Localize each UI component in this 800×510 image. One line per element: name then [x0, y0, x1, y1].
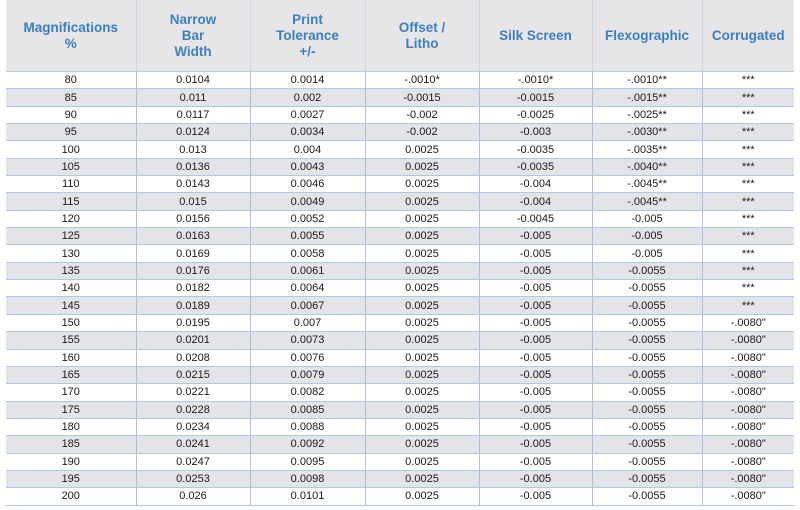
column-header-line: Offset /: [398, 19, 446, 35]
cell-corrugated: ***: [702, 158, 794, 175]
cell-magnifications: 185: [6, 436, 136, 453]
column-header-narrow-bar-width: [136, 0, 250, 72]
cell-narrow-bar-width: 0.0221: [136, 384, 250, 401]
cell-silk-screen: -0.005: [479, 349, 592, 366]
cell-silk-screen: -0.004: [479, 193, 592, 210]
cell-corrugated: -.0080": [702, 332, 794, 349]
cell-print-tolerance: 0.0027: [250, 106, 365, 123]
cell-print-tolerance: 0.0079: [250, 366, 365, 383]
cell-corrugated: -.0080": [702, 384, 794, 401]
table-row: [6, 297, 794, 314]
cell-flexographic: -0.0055: [592, 453, 702, 470]
cell-magnifications: 145: [6, 297, 136, 314]
column-header-line: Width: [174, 43, 212, 59]
table-row: [6, 280, 794, 297]
cell-print-tolerance: 0.0088: [250, 418, 365, 435]
cell-corrugated: ***: [702, 262, 794, 279]
cell-silk-screen: -0.005: [479, 470, 592, 487]
cell-narrow-bar-width: 0.0195: [136, 314, 250, 331]
cell-narrow-bar-width: 0.0136: [136, 158, 250, 175]
cell-offset-litho: -.0010*: [365, 72, 479, 89]
cell-print-tolerance: 0.0085: [250, 401, 365, 418]
cell-flexographic: -0.0055: [592, 349, 702, 366]
cell-flexographic: -0.0055: [592, 384, 702, 401]
cell-flexographic: -0.0055: [592, 401, 702, 418]
cell-magnifications: 115: [6, 193, 136, 210]
table-row: [6, 401, 794, 418]
cell-print-tolerance: 0.002: [250, 89, 365, 106]
cell-print-tolerance: 0.0073: [250, 332, 365, 349]
column-header-offset-litho: [365, 0, 479, 72]
cell-flexographic: -0.005: [592, 210, 702, 227]
cell-corrugated: -.0080": [702, 314, 794, 331]
table-row: [6, 124, 794, 141]
cell-magnifications: 140: [6, 280, 136, 297]
cell-magnifications: 120: [6, 210, 136, 227]
cell-narrow-bar-width: 0.026: [136, 488, 250, 505]
cell-narrow-bar-width: 0.0234: [136, 418, 250, 435]
cell-corrugated: ***: [702, 297, 794, 314]
cell-print-tolerance: 0.0076: [250, 349, 365, 366]
cell-offset-litho: -0.002: [365, 106, 479, 123]
cell-offset-litho: 0.0025: [365, 141, 479, 158]
cell-print-tolerance: 0.007: [250, 314, 365, 331]
cell-silk-screen: -0.005: [479, 280, 592, 297]
cell-silk-screen: -0.005: [479, 245, 592, 262]
cell-silk-screen: -0.005: [479, 436, 592, 453]
cell-silk-screen: -0.0035: [479, 158, 592, 175]
cell-corrugated: -.0080": [702, 349, 794, 366]
cell-flexographic: -.0010**: [592, 72, 702, 89]
cell-silk-screen: -0.0035: [479, 141, 592, 158]
table-row: [6, 366, 794, 383]
cell-offset-litho: 0.0025: [365, 297, 479, 314]
cell-offset-litho: 0.0025: [365, 332, 479, 349]
cell-silk-screen: -0.004: [479, 176, 592, 193]
cell-offset-litho: -0.0015: [365, 89, 479, 106]
column-header-line: Flexographic: [604, 27, 690, 43]
cell-offset-litho: 0.0025: [365, 158, 479, 175]
cell-flexographic: -.0045**: [592, 193, 702, 210]
cell-offset-litho: 0.0025: [365, 453, 479, 470]
cell-silk-screen: -0.005: [479, 228, 592, 245]
cell-silk-screen: -0.0045: [479, 210, 592, 227]
cell-print-tolerance: 0.0092: [250, 436, 365, 453]
cell-narrow-bar-width: 0.0143: [136, 176, 250, 193]
cell-narrow-bar-width: 0.015: [136, 193, 250, 210]
cell-narrow-bar-width: 0.0124: [136, 124, 250, 141]
table-row: [6, 245, 794, 262]
cell-magnifications: 85: [6, 89, 136, 106]
cell-flexographic: -0.0055: [592, 314, 702, 331]
cell-offset-litho: 0.0025: [365, 280, 479, 297]
cell-magnifications: 130: [6, 245, 136, 262]
cell-narrow-bar-width: 0.0169: [136, 245, 250, 262]
cell-offset-litho: 0.0025: [365, 488, 479, 505]
table-row: [6, 332, 794, 349]
cell-print-tolerance: 0.0067: [250, 297, 365, 314]
cell-magnifications: 100: [6, 141, 136, 158]
cell-offset-litho: 0.0025: [365, 349, 479, 366]
cell-offset-litho: 0.0025: [365, 262, 479, 279]
cell-silk-screen: -0.005: [479, 262, 592, 279]
column-header-line: Bar: [181, 27, 205, 43]
cell-magnifications: 125: [6, 228, 136, 245]
cell-narrow-bar-width: 0.0228: [136, 401, 250, 418]
cell-magnifications: 190: [6, 453, 136, 470]
cell-flexographic: -0.0055: [592, 418, 702, 435]
column-header-silk-screen: [479, 0, 592, 72]
cell-offset-litho: 0.0025: [365, 210, 479, 227]
cell-flexographic: -0.0055: [592, 332, 702, 349]
cell-narrow-bar-width: 0.0253: [136, 470, 250, 487]
cell-magnifications: 180: [6, 418, 136, 435]
column-header-line: %: [64, 35, 77, 51]
column-header-line: Magnifications: [23, 19, 118, 35]
cell-offset-litho: 0.0025: [365, 228, 479, 245]
cell-magnifications: 165: [6, 366, 136, 383]
cell-magnifications: 105: [6, 158, 136, 175]
cell-silk-screen: -0.005: [479, 401, 592, 418]
cell-print-tolerance: 0.0061: [250, 262, 365, 279]
cell-flexographic: -0.0055: [592, 280, 702, 297]
cell-offset-litho: 0.0025: [365, 245, 479, 262]
cell-corrugated: -.0080": [702, 418, 794, 435]
table-row: [6, 106, 794, 123]
cell-narrow-bar-width: 0.0163: [136, 228, 250, 245]
cell-magnifications: 200: [6, 488, 136, 505]
cell-corrugated: ***: [702, 141, 794, 158]
cell-offset-litho: -0.002: [365, 124, 479, 141]
cell-narrow-bar-width: 0.0208: [136, 349, 250, 366]
cell-print-tolerance: 0.0052: [250, 210, 365, 227]
cell-offset-litho: 0.0025: [365, 176, 479, 193]
cell-flexographic: -.0025**: [592, 106, 702, 123]
cell-narrow-bar-width: 0.0201: [136, 332, 250, 349]
cell-narrow-bar-width: 0.0189: [136, 297, 250, 314]
column-header-line: Narrow: [169, 11, 217, 27]
cell-flexographic: -.0040**: [592, 158, 702, 175]
column-header-corrugated: [702, 0, 794, 72]
column-header-line: Litho: [405, 35, 439, 51]
table-row: [6, 436, 794, 453]
cell-corrugated: -.0080": [702, 401, 794, 418]
table-row: [6, 141, 794, 158]
cell-silk-screen: -0.005: [479, 418, 592, 435]
cell-silk-screen: -0.005: [479, 488, 592, 505]
cell-magnifications: 155: [6, 332, 136, 349]
cell-magnifications: 195: [6, 470, 136, 487]
cell-silk-screen: -0.005: [479, 384, 592, 401]
cell-offset-litho: 0.0025: [365, 418, 479, 435]
cell-flexographic: -0.005: [592, 228, 702, 245]
table-row: [6, 158, 794, 175]
cell-magnifications: 95: [6, 124, 136, 141]
table-row: [6, 314, 794, 331]
column-header-flexographic: [592, 0, 702, 72]
cell-corrugated: ***: [702, 210, 794, 227]
cell-offset-litho: 0.0025: [365, 384, 479, 401]
cell-corrugated: ***: [702, 245, 794, 262]
cell-silk-screen: -0.005: [479, 297, 592, 314]
table-row: [6, 176, 794, 193]
cell-corrugated: -.0080": [702, 470, 794, 487]
cell-offset-litho: 0.0025: [365, 470, 479, 487]
cell-corrugated: ***: [702, 280, 794, 297]
cell-silk-screen: -0.0015: [479, 89, 592, 106]
cell-print-tolerance: 0.0101: [250, 488, 365, 505]
cell-narrow-bar-width: 0.0182: [136, 280, 250, 297]
cell-magnifications: 170: [6, 384, 136, 401]
cell-magnifications: 90: [6, 106, 136, 123]
column-header-line: Tolerance: [276, 27, 339, 43]
cell-print-tolerance: 0.0058: [250, 245, 365, 262]
cell-offset-litho: 0.0025: [365, 401, 479, 418]
magnification-tolerance-table: [6, 0, 794, 506]
column-header-line: Silk Screen: [499, 27, 572, 43]
cell-corrugated: -.0080": [702, 436, 794, 453]
cell-narrow-bar-width: 0.0241: [136, 436, 250, 453]
cell-corrugated: ***: [702, 124, 794, 141]
cell-narrow-bar-width: 0.0117: [136, 106, 250, 123]
cell-narrow-bar-width: 0.013: [136, 141, 250, 158]
table-row: [6, 418, 794, 435]
cell-corrugated: -.0080": [702, 453, 794, 470]
cell-corrugated: ***: [702, 228, 794, 245]
cell-silk-screen: -0.0025: [479, 106, 592, 123]
cell-silk-screen: -0.003: [479, 124, 592, 141]
cell-print-tolerance: 0.0046: [250, 176, 365, 193]
cell-flexographic: -.0030**: [592, 124, 702, 141]
cell-corrugated: ***: [702, 72, 794, 89]
table-row: [6, 210, 794, 227]
cell-print-tolerance: 0.0064: [250, 280, 365, 297]
column-header-line: Print: [292, 11, 323, 27]
cell-magnifications: 150: [6, 314, 136, 331]
cell-narrow-bar-width: 0.0104: [136, 72, 250, 89]
cell-print-tolerance: 0.0082: [250, 384, 365, 401]
table-row: [6, 453, 794, 470]
cell-narrow-bar-width: 0.0156: [136, 210, 250, 227]
cell-corrugated: -.0080": [702, 488, 794, 505]
cell-corrugated: ***: [702, 176, 794, 193]
table-row: [6, 488, 794, 505]
cell-offset-litho: 0.0025: [365, 193, 479, 210]
cell-print-tolerance: 0.0014: [250, 72, 365, 89]
table-row: [6, 470, 794, 487]
cell-print-tolerance: 0.0098: [250, 470, 365, 487]
table-row: [6, 193, 794, 210]
cell-flexographic: -.0035**: [592, 141, 702, 158]
cell-offset-litho: 0.0025: [365, 366, 479, 383]
cell-flexographic: -0.0055: [592, 488, 702, 505]
cell-flexographic: -.0045**: [592, 176, 702, 193]
magnification-table-sheet: [6, 0, 794, 510]
cell-silk-screen: -0.005: [479, 314, 592, 331]
cell-silk-screen: -0.005: [479, 366, 592, 383]
cell-narrow-bar-width: 0.0247: [136, 453, 250, 470]
cell-flexographic: -0.0055: [592, 297, 702, 314]
cell-offset-litho: 0.0025: [365, 314, 479, 331]
cell-silk-screen: -0.005: [479, 332, 592, 349]
cell-narrow-bar-width: 0.0176: [136, 262, 250, 279]
cell-narrow-bar-width: 0.011: [136, 89, 250, 106]
cell-flexographic: -0.0055: [592, 366, 702, 383]
cell-corrugated: ***: [702, 193, 794, 210]
cell-print-tolerance: 0.0034: [250, 124, 365, 141]
cell-flexographic: -0.0055: [592, 262, 702, 279]
cell-print-tolerance: 0.0055: [250, 228, 365, 245]
cell-magnifications: 160: [6, 349, 136, 366]
cell-magnifications: 135: [6, 262, 136, 279]
cell-flexographic: -0.0055: [592, 470, 702, 487]
cell-print-tolerance: 0.0049: [250, 193, 365, 210]
cell-offset-litho: 0.0025: [365, 436, 479, 453]
table-row: [6, 262, 794, 279]
cell-flexographic: -0.005: [592, 245, 702, 262]
cell-silk-screen: -0.005: [479, 453, 592, 470]
table-row: [6, 384, 794, 401]
cell-corrugated: ***: [702, 89, 794, 106]
table-header-row: [6, 0, 794, 72]
cell-corrugated: ***: [702, 106, 794, 123]
column-header-line: +/-: [299, 43, 316, 59]
column-header-print-tolerance: [250, 0, 365, 72]
cell-flexographic: -0.0055: [592, 436, 702, 453]
cell-flexographic: -.0015**: [592, 89, 702, 106]
table-row: [6, 228, 794, 245]
table-header: [6, 0, 794, 72]
cell-print-tolerance: 0.0043: [250, 158, 365, 175]
cell-magnifications: 80: [6, 72, 136, 89]
table-body: [6, 72, 794, 506]
table-row: [6, 72, 794, 89]
column-header-line: Corrugated: [711, 27, 785, 43]
column-header-magnifications: [6, 0, 136, 72]
cell-magnifications: 110: [6, 176, 136, 193]
cell-magnifications: 175: [6, 401, 136, 418]
cell-print-tolerance: 0.0095: [250, 453, 365, 470]
table-row: [6, 349, 794, 366]
cell-narrow-bar-width: 0.0215: [136, 366, 250, 383]
cell-corrugated: -.0080": [702, 366, 794, 383]
cell-print-tolerance: 0.004: [250, 141, 365, 158]
cell-silk-screen: -.0010*: [479, 72, 592, 89]
table-row: [6, 89, 794, 106]
